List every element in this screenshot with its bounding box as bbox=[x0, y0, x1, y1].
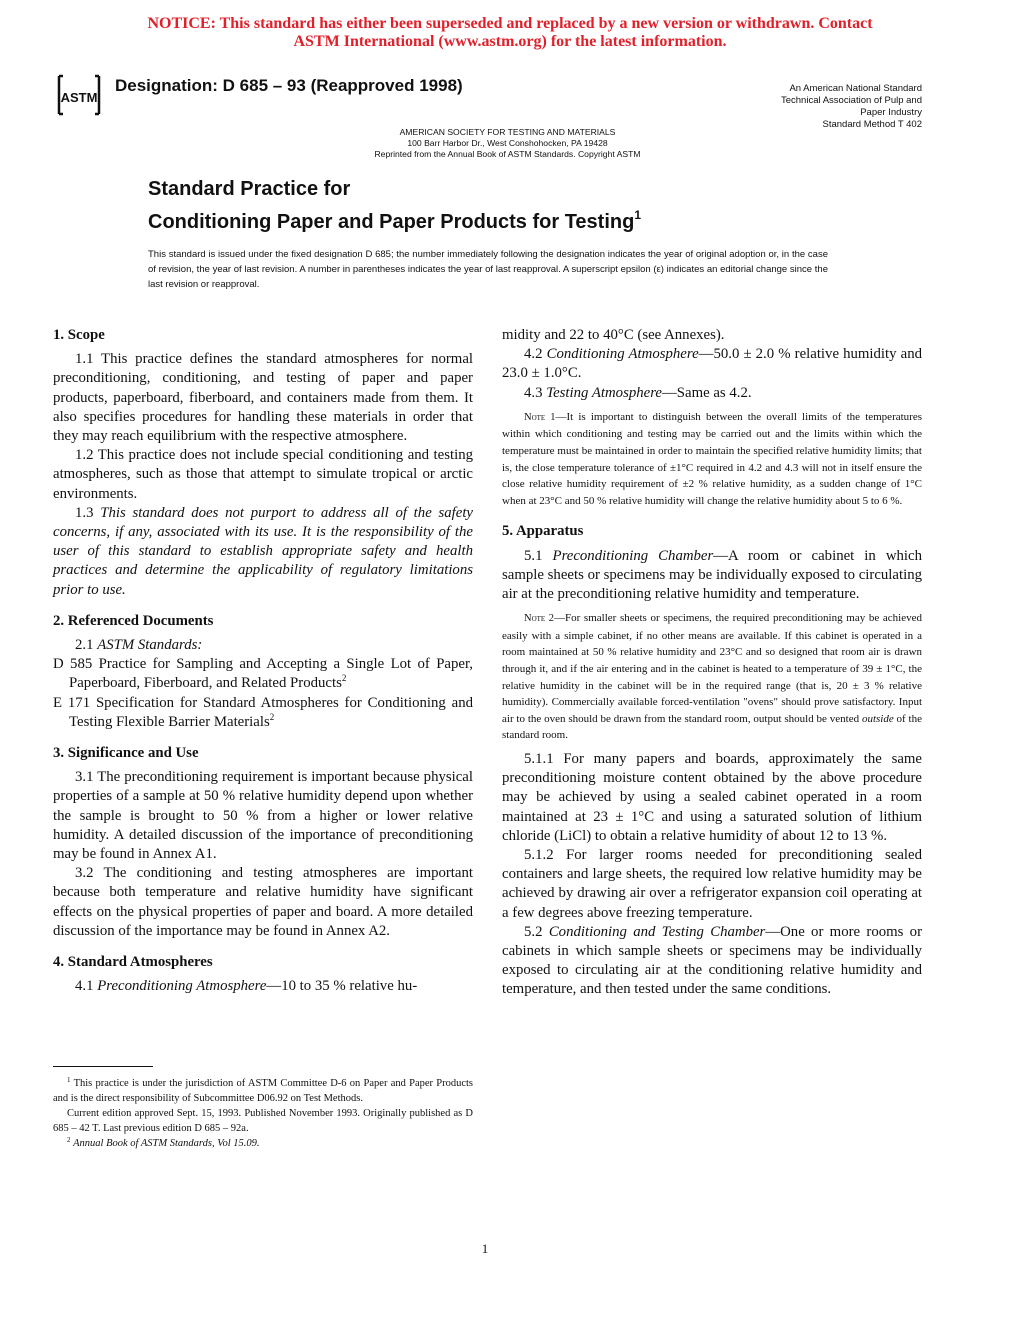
reference-d585: D 585 Practice for Sampling and Accepting a Single Lot of Paper, Paperboard, Fiberboard, and Related Products$^2$ bbox=[53, 656, 473, 692]
footnote-1-edition: Current edition approved Sept. 15, 1993. Published November 1993. Originally published as D 685 – 42 T. Last previous edition D 685 – 92a. bbox=[53, 1108, 473, 1134]
section-heading-significance: 3. Significance and Use bbox=[53, 745, 199, 762]
section-heading-apparatus: 5. Apparatus bbox=[502, 523, 584, 540]
title-line-1: Standard Practice for bbox=[148, 178, 351, 200]
paragraph-5-1-2: 5.1.2 For larger rooms needed for preconditioning sealed containers and large sheets, the required low relative humidity may be achieved by drawing air over a refrigerator expansion coil operating at a few degrees above freezing temperature. bbox=[502, 846, 922, 921]
paragraph-5-1: 5.1 Preconditioning Chamber—A room or cabinet in which sample sheets or specimens may be individually exposed to circulating air at the preconditioning relative humidity and temperature. bbox=[502, 547, 922, 602]
page-number: 1 bbox=[481, 1241, 489, 1256]
right-column bbox=[502, 326, 922, 1000]
left-column bbox=[53, 326, 473, 997]
note-1: Note 1—It is important to distinguish between the overall limits of the temperatures within which conditioning and testing may be carried out and the limits within which the temperature must be maintained in order to maintain the specified relative humidity limits; that is, the close temperature tolerance of ±1°C required in 4.2 and 4.3 will not in itself ensure the close relative humidity requirement of ±2 % relative humidity, as a sudden change of 1°C when at 23°C and 50 % relative humidity will change the relative humidity about 5 to 6 %. bbox=[502, 410, 922, 507]
reference-e171: E 171 Specification for Standard Atmospheres for Conditioning and Testing Flexible Barrier Materials$^2$ bbox=[53, 694, 473, 730]
reprint-notice: Reprinted from the Annual Book of ASTM Standards. Copyright ASTM bbox=[374, 149, 641, 159]
paragraph-5-1-1: 5.1.1 For many papers and boards, approximately the same preconditioning moisture content obtained by the above procedure may be achieved by using a sealed cabinet operated in a room maintained at 23 ± 1°C and using a saturated solution of lithium chloride (LiCl) to obtain a relative humidity of about 12 to 13 %. bbox=[502, 750, 922, 844]
footnotes bbox=[53, 1076, 473, 1151]
section-heading-atmospheres: 4. Standard Atmospheres bbox=[53, 954, 213, 971]
paragraph-2-1: 2.1 ASTM Standards: bbox=[75, 637, 203, 654]
paragraph-3-2: 3.2 The conditioning and testing atmospheres are important because both temperature and relative humidity have significant effects on the physical properties of paper and board. A more detailed discussion of the importance may be found in Annex A2. bbox=[53, 865, 473, 939]
paragraph-1-3: 1.3 This standard does not purport to address all of the safety concerns, if any, associated with its use. It is the responsibility of the user of this standard to establish appropriate safety and health practices and determine the applicability of regulatory limitations prior to use. bbox=[53, 504, 473, 598]
issued-statement: This standard is issued under the fixed designation D 685; the number immediately following the designation indicates the year of original adoption or, in the case of revision, the year of last revision. A number in parentheses indicates the year of last reapproval. A superscript epsilon (ε) indicates an editorial change since the last revision or reapproval. bbox=[148, 249, 828, 290]
designation: Designation: D 685 – 93 (Reapproved 1998) bbox=[115, 76, 463, 95]
astm-logo bbox=[55, 74, 103, 116]
paragraph-3-1: 3.1 The preconditioning requirement is important because physical properties of a sample at 50 % relative humidity depend upon whether the sample is brought to 50 % from a higher or lower relative humidity. A detailed discussion of the importance of preconditioning may be found in Annex A1. bbox=[53, 769, 473, 863]
paragraph-4-1-start: 4.1 Preconditioning Atmosphere—10 to 35 % relative hu- bbox=[75, 978, 418, 995]
paragraph-4-3: 4.3 Testing Atmosphere—Same as 4.2. bbox=[524, 384, 752, 401]
section-heading-referenced: 2. Referenced Documents bbox=[53, 612, 214, 629]
logo-text: ASTM bbox=[60, 90, 98, 105]
footnote-divider bbox=[53, 1066, 153, 1067]
paragraph-1-1: 1.1 This practice defines the standard atmospheres for normal preconditioning, conditioning, and testing of paper and paper products, paperboard, fiberboard, and containers made from them. It also specifies procedures for handling these materials in order that they may reach equilibrium with the respective atmosphere. bbox=[53, 351, 473, 445]
society-name: AMERICAN SOCIETY FOR TESTING AND MATERIALS bbox=[399, 127, 616, 137]
section-heading-scope: 1. Scope bbox=[53, 327, 105, 343]
title-footnote-ref: 1 bbox=[634, 208, 642, 222]
paragraph-4-2: 4.2 Conditioning Atmosphere—50.0 ± 2.0 % relative humidity and 23.0 ± 1.0°C. bbox=[502, 346, 922, 382]
document-title bbox=[148, 176, 641, 235]
footnote-1: $^1$ This practice is under the jurisdiction of ASTM Committee D-6 on Paper and Paper Products and is the direct responsibility of Subcommittee D06.92 on Test Methods. bbox=[53, 1076, 474, 1104]
national-standard-line: Technical Association of Pulp and bbox=[780, 95, 922, 106]
footnote-2: $^2$ Annual Book of ASTM Standards, Vol 15.09. bbox=[67, 1136, 260, 1149]
national-standard-line: Standard Method T 402 bbox=[822, 119, 922, 130]
national-standard-line: An American National Standard bbox=[789, 83, 922, 94]
national-standard-block bbox=[702, 83, 922, 131]
paragraph-5-2: 5.2 Conditioning and Testing Chamber—One or more rooms or cabinets in which sample sheets or specimens may be individually exposed to circulating air at the conditioning relative humidity and temperature, and then tested under the same conditions. bbox=[502, 923, 923, 998]
society-address: 100 Barr Harbor Dr., West Conshohocken, PA 19428 bbox=[407, 138, 608, 148]
note-2: Note 2—For smaller sheets or specimens, the required preconditioning may be achieved easily with a simple cabinet, if no other means are available. If this cabinet is operated in a room maintained at 50 % relative humidity and 23°C and so designed that room air is drawn through it, and if the air entering and in the cabinet is heated to a temperature of 39 ± 1°C, the relative humidity in the cabinet will be in the required range (that is, 20 ± 3 % relative humidity). Commercially available forced-ventilation "ovens" should prove satisfactory. Input air to the oven should be drawn from the standard room, output should be vented outside of the standard room. bbox=[502, 612, 922, 742]
notice-line-2: ASTM International (www.astm.org) for the latest information. bbox=[293, 33, 727, 50]
notice-line-1: NOTICE: This standard has either been superseded and replaced by a new version or withdrawn. Contact bbox=[147, 15, 873, 32]
national-standard-line: Paper Industry bbox=[860, 107, 922, 118]
withdrawal-notice bbox=[0, 15, 1020, 51]
society-block bbox=[300, 127, 715, 160]
paragraph-4-1-continued: midity and 22 to 40°C (see Annexes). bbox=[502, 327, 725, 343]
title-line-2: Conditioning Paper and Paper Products for Testing$^1$ bbox=[148, 208, 642, 233]
paragraph-1-2: 1.2 This practice does not include special conditioning and testing atmospheres, such as those that attempt to simulate tropical or arctic environments. bbox=[53, 447, 473, 502]
